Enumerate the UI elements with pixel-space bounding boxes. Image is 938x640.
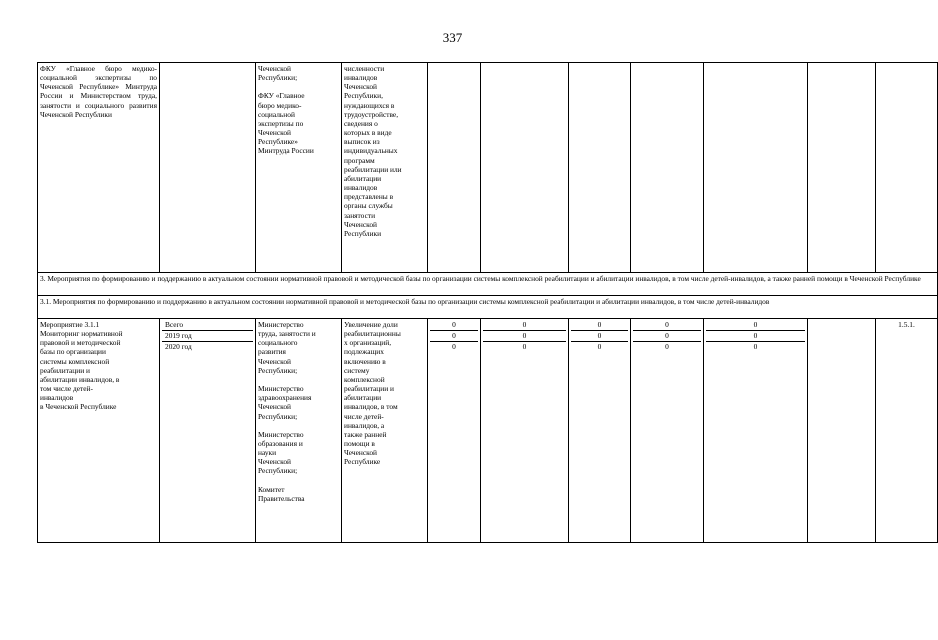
text-line: представлены в [344,192,394,202]
value-cell [631,319,704,543]
text-line: Республики; [258,466,298,476]
period-2019: 2019 год [162,331,253,342]
value-cell [569,63,631,273]
text-line: также ранней [344,429,387,439]
text-line: Увеличение доли [344,320,398,329]
text-line: трудоустройстве, [344,109,399,119]
text-line: инвалидов, а [344,420,385,430]
table-row [38,319,938,543]
text-line: Республики, [344,91,383,101]
text-line: Республике [344,457,381,467]
text-line: Чеченской [258,128,291,138]
value: 0 [706,320,805,331]
text-line: абилитации инвалидов, в [40,374,120,384]
text-line: Минтруда России [258,146,314,156]
text-line: систему [344,365,370,375]
text-line: в Чеченской Республике [40,402,117,412]
value-cell [428,63,481,273]
value: 0 [633,320,701,331]
value-cell [428,319,481,543]
text-line [258,421,339,430]
indicator-cell [342,63,428,273]
text-line: Мониторинг нормативной [40,329,123,339]
text-line: включению в [344,356,386,366]
page-number: 337 [442,30,463,45]
value: 0 [483,320,566,331]
executor-text [258,320,339,503]
text-line: которых в виде [344,128,392,138]
executor-text [258,64,339,156]
text-line: экспертизы по [258,118,304,128]
value-cell [481,319,569,543]
text-line: абилитации [344,393,382,403]
period-cell [160,319,256,543]
indicator-cell [342,319,428,543]
text-line: Министерство [258,320,304,329]
value: 0 [665,342,669,351]
text-line: базы по организации [40,347,106,357]
text-line: ФКУ «Главное [258,91,305,101]
indicator-text [344,320,425,467]
measure-cell [38,319,160,543]
text-line: реабилитации и [40,365,90,375]
text-line: реабилитации или [344,164,402,174]
program-table [37,62,938,543]
value: 0 [452,342,456,351]
value: 0 [753,342,758,351]
text-line [258,476,339,485]
indicator-text [344,64,425,238]
text-line: инвалидов, в том [344,402,398,412]
section-3-heading: 3. Мероприятия по формированию и поддержанию в актуальном состоянии нормативной правовой и методической базы по организации системы комплексной реабилитации и абилитации инвалидов, в том числе детей-инвалидов, а также ранней помощи в Чеченской Республике [38,273,938,296]
value-cell [481,63,569,273]
text-line: нуждающихся в [344,100,395,110]
text-line: социальной [258,109,295,119]
text-line: правовой и методической [40,338,121,348]
text-line: науки [258,448,277,458]
text-line: здравоохранения [258,393,312,403]
executor-cell [256,319,342,543]
text-line: Республике» [258,137,298,147]
text-line: программ [344,155,375,165]
text-line: Комитет [258,484,285,494]
code-cell [876,63,938,273]
value-cell [569,319,631,543]
text-line: том числе детей- [40,384,93,394]
value: 0 [571,320,628,331]
text-line: Чеченской [258,457,291,467]
value-cell [631,63,704,273]
value: 0 [430,331,478,342]
text-line: числе детей- [344,411,384,421]
text-line: х организаций, [344,338,392,348]
value: 0 [597,342,602,351]
text-line [258,375,339,384]
value: 0 [706,331,805,342]
text-line: инвалидов [344,183,378,193]
text-line: реабилитационны [344,329,401,339]
text-line: занятости [344,210,376,220]
text-line: Чеченской [344,82,377,92]
text-line [258,82,339,91]
value-cell [808,319,876,543]
value: 0 [483,331,566,342]
text-line: системы комплексной [40,356,110,366]
period-total: Всего [162,320,253,331]
text-line: инвалидов [344,73,378,83]
text-line: Чеченской [344,219,377,229]
text-line: помощи в [344,439,375,449]
value-cell [704,63,808,273]
responsible-cell: ФКУ «Главное бюро медико-социальной экспертизы по Чеченской Республике» Минтруда России и Министерством труда, занятости и социального развития Чеченской Республики [38,63,160,273]
value-cell [808,63,876,273]
table-row [38,63,938,273]
text-line: сведения о [344,118,378,128]
value: 0 [522,342,527,351]
period-2020: 2020 год [165,342,192,351]
section-3-1-heading: 3.1. Мероприятия по формированию и поддержанию в актуальном состоянии нормативной правовой и методической базы по организации системы комплексной реабилитации и абилитации инвалидов, в том числе детей-инвалидов [38,296,938,319]
text-line: Республики; [258,411,298,421]
text-line: комплексной [344,374,385,384]
text-line: Чеченской [344,448,377,458]
text-line: Министерство [258,429,304,439]
period-cell [160,63,256,273]
text-line: численности [344,64,385,73]
text-line: образования и [258,439,303,448]
measure-text [40,320,157,412]
text-line: Мероприятие 3.1.1 [40,320,100,329]
text-line: Правительства [258,493,305,503]
table-row [38,296,938,319]
value-cell [704,319,808,543]
text-line: подлежащих [344,347,384,357]
text-line: Чеченской [258,402,291,412]
executor-cell [256,63,342,273]
text-line: индивидуальных [344,146,398,156]
text-line: Чеченской [258,64,291,73]
text-line: реабилитации и [344,384,394,394]
text-line: абилитации [344,173,382,183]
value: 0 [430,320,478,331]
text-line: бюро медико- [258,100,302,110]
text-line: социального [258,338,298,348]
value: 0 [571,331,628,342]
table-row [38,273,938,296]
text-line: инвалидов [40,393,74,403]
code-cell: 1.5.1. [876,319,938,543]
text-line: выписок из [344,137,380,147]
text-line: Республики [344,228,382,238]
text-line: Чеченской [258,356,291,366]
text-line: Министерство [258,384,304,394]
text-line: Республики; [258,73,298,83]
text-line: труда, занятости и [258,329,316,339]
value: 0 [633,331,701,342]
text-line: развития [258,347,286,357]
text-line: органы службы [344,201,393,211]
text-line: Республики; [258,365,298,375]
